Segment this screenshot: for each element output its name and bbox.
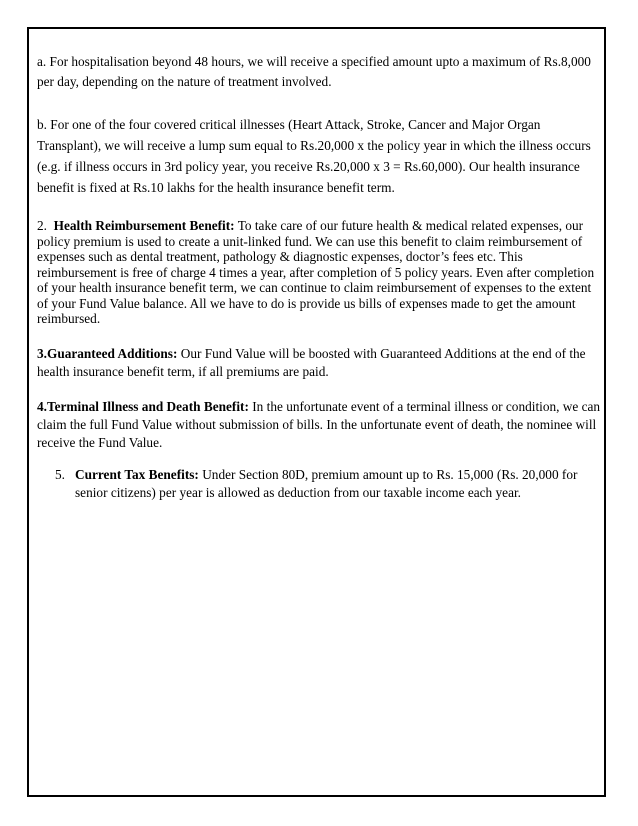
paragraph-critical-illness [37,114,602,198]
item-heading: Current Tax Benefits: [75,466,199,482]
paragraph-hospitalisation-text: a. For hospitalisation beyond 48 hours, we will receive a specified amount upto a maximum of Rs.8,000 per day, depending on the nature of treatment involved. [37,54,591,89]
item-tax-benefits [37,466,602,502]
item-body: Our Fund Value will be boosted with Guaranteed Additions at the end of the health insurance benefit term, if all premiums are paid. [37,345,586,379]
paragraph-hospitalisation [37,52,602,92]
item-body: To take care of our future health & medical related expenses, our policy premium is used to create a unit-linked fund. We can use this benefit to claim reimbursement of expenses such as dental treatment, pathology & diagnostic expenses, doctor’s fees etc. This reimbursement is free of charge 4 times a year, after completion of 5 policy years. Even after completion of your health insurance benefit term, we can continue to claim reimbursement of expenses to the extent of your Fund Value balance. All we have to do is provide us bills of expenses made to get the amount reimbursed. [37,218,595,326]
item-heading: Health Reimbursement Benefit: [53,218,235,233]
item-heading: 3.Guaranteed Additions: [37,345,178,361]
item-health-reimbursement [37,218,602,327]
paragraph-critical-illness-text: b. For one of the four covered critical illnesses (Heart Attack, Stroke, Cancer and Major Organ Transplant), we will receive a lump sum equal to Rs.20,000 x the policy year in which the illness occurs (e.g. if illness occurs in 3rd policy year, you receive Rs.20,000 x 3 = Rs.60,000). Our health insurance benefit is fixed at Rs.10 lakhs for the health insurance benefit term. [37,117,591,195]
item-body: Under Section 80D, premium amount up to Rs. 15,000 (Rs. 20,000 for senior citizens) per year is allowed as deduction from our taxable income each year. [75,466,578,500]
item-guaranteed-additions [37,345,602,381]
item-heading: 4.Terminal Illness and Death Benefit: [37,398,249,414]
item-terminal-illness [37,398,602,452]
item-body: In the unfortunate event of a terminal illness or condition, we can claim the full Fund Value without submission of bills. In the unfortunate event of death, the nominee will receive the Fund Value. [37,398,601,450]
document-body [37,52,602,502]
item-number: 2. [37,218,47,233]
item-number: 5. [55,466,65,482]
